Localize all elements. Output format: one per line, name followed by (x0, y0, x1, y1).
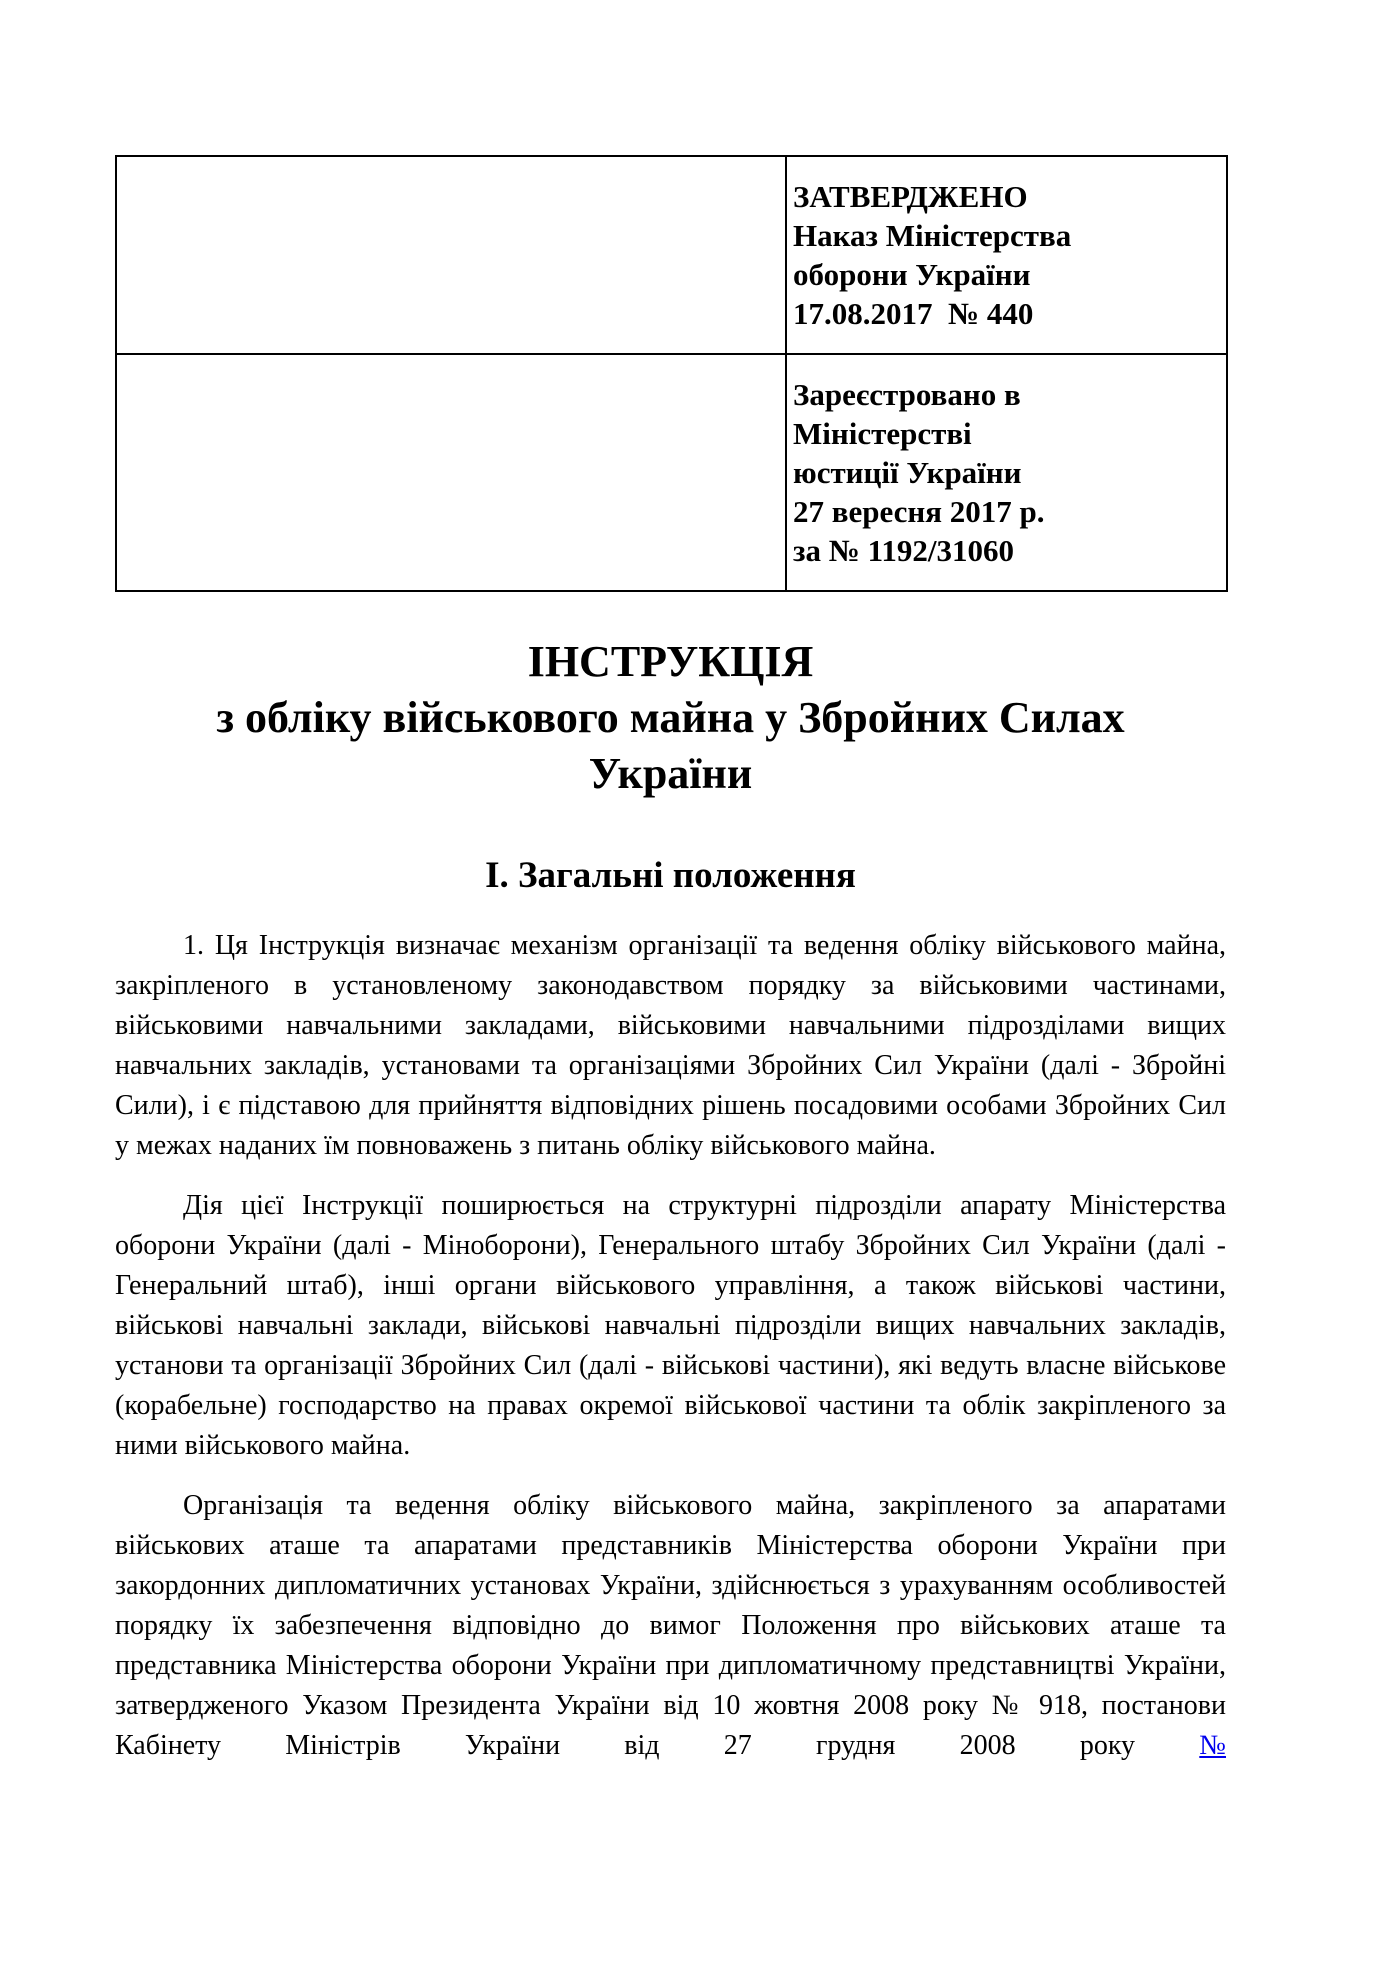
title-line-3: України (588, 749, 753, 798)
approved-cell (786, 156, 1227, 354)
approval-table-row-registered (116, 354, 1227, 591)
paragraph-3 (115, 1486, 1233, 1766)
empty-cell-top (116, 156, 786, 354)
registered-line: 27 вересня 2017 р. (793, 494, 1045, 529)
title-line-1: ІНСТРУКЦІЯ (527, 637, 814, 686)
paragraph-3-text: Організація та ведення обліку військового майна, закріпленого за апаратами військових аташе та апаратами представників Міністерства оборони України при закордонних дипломатичних установах України, здійснюється з урахуванням особливостей порядку їх забезпечення відповідно до вимог Положення про військових аташе та представника Міністерства оборони України при дипломатичному представництві України, затвердженого Указом Президента України від 10 жовтня 2008 року № 918, постанови Кабінету Міністрів України від 27 грудня 2008 року (115, 1490, 1233, 1761)
registered-line: Зареєстровано в (793, 377, 1021, 412)
approved-line: 17.08.2017 № 440 (793, 296, 1034, 331)
paragraph-2-text: Дія цієї Інструкції поширюється на структурні підрозділи апарату Міністерства оборони України (далі - Міноборони), Генерального штабу Збройних Сил України (далі - Генеральний штаб), інші органи військового управління, а також військові частини, військові навчальні заклади, військові навчальні підрозділи вищих навчальних закладів, установи та організації Збройних Сил (далі - військові частини), які ведуть власне військове (корабельне) господарство на правах окремої військової частини та облік закріпленого за ними військового майна. (115, 1190, 1233, 1461)
title-line-2: з обліку військового майна у Збройних Силах (216, 693, 1125, 742)
approved-line: ЗАТВЕРДЖЕНО (793, 179, 1028, 214)
document-title (115, 634, 1226, 802)
paragraph-1 (115, 926, 1233, 1166)
section-heading: І. Загальні положення (485, 855, 856, 896)
approved-line: оборони України (793, 257, 1031, 292)
registered-line: юстиції України (793, 455, 1022, 490)
paragraph-2 (115, 1186, 1233, 1466)
numero-link[interactable]: № (1199, 1730, 1226, 1761)
approval-table (115, 155, 1228, 592)
approval-table-row-approved (116, 156, 1227, 354)
registered-cell (786, 354, 1227, 591)
registered-line: за № 1192/31060 (793, 533, 1015, 568)
approved-line: Наказ Міністерства (793, 218, 1072, 253)
empty-cell-bottom (116, 354, 786, 591)
paragraph-1-text: 1. Ця Інструкція визначає механізм організації та ведення обліку військового майна, закріпленого в установленому законодавством порядку за військовими частинами, військовими навчальними закладами, військовими навчальними підрозділами вищих навчальних закладів, установами та організаціями Збройних Сил України (далі - Збройні Сили), і є підставою для прийняття відповідних рішень посадовими особами Збройних Сил у межах наданих їм повноважень з питань обліку військового майна. (115, 930, 1233, 1161)
registered-line: Міністерстві (793, 416, 972, 451)
